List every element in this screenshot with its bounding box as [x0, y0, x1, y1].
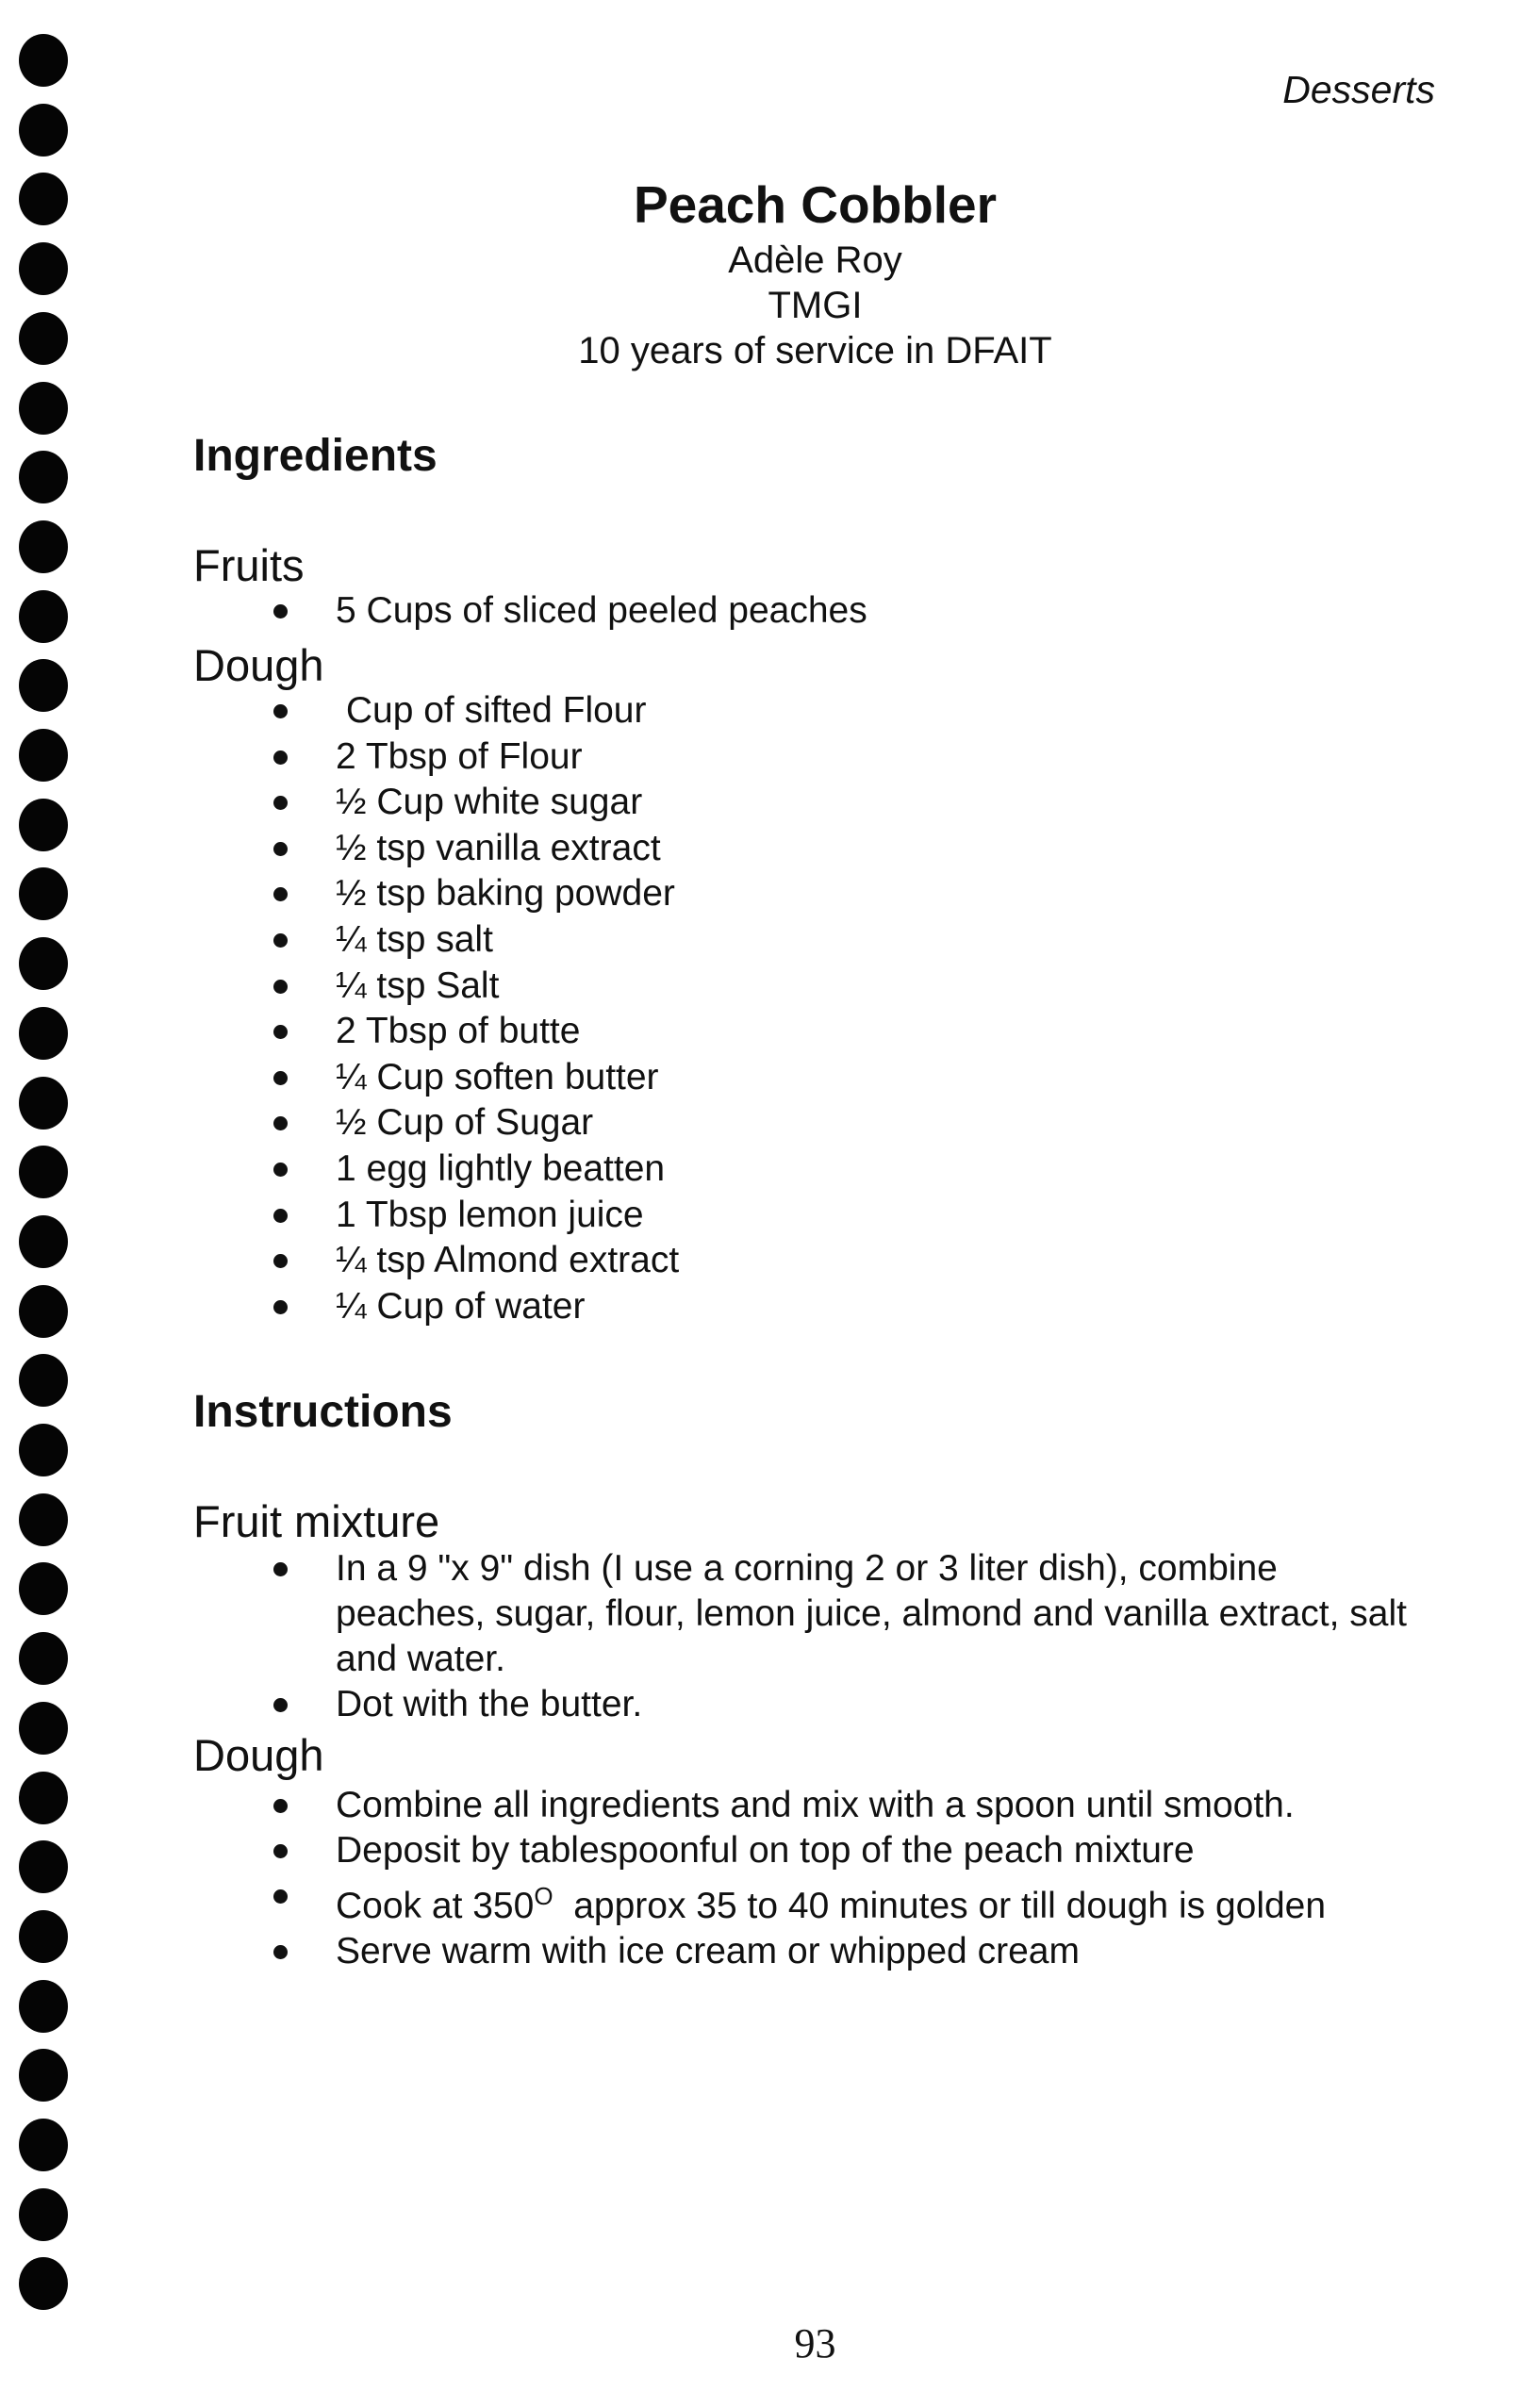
list-item [266, 1238, 679, 1284]
dough-steps [266, 1783, 1435, 1974]
list-item [266, 917, 679, 964]
list-item [266, 1193, 679, 1239]
binding-hole [19, 34, 68, 87]
bullet-icon [273, 750, 288, 765]
binding-hole [19, 1215, 68, 1268]
binding-hole [19, 1980, 68, 2033]
dough-list [266, 688, 679, 1329]
bullet-icon [273, 980, 288, 994]
binding-hole [19, 2049, 68, 2102]
bullet-icon [273, 1254, 288, 1268]
instruction-text: Serve warm with ice cream or whipped cream [336, 1931, 1080, 1971]
binding-hole [19, 1772, 68, 1824]
binding-hole [19, 1910, 68, 1963]
list-item [266, 688, 679, 734]
bullet-icon [273, 1116, 288, 1130]
ingredient-text: ¼ Cup of water [336, 1285, 586, 1327]
binding-hole [19, 2188, 68, 2241]
binding-hole [19, 1424, 68, 1476]
bullet-icon [273, 933, 288, 948]
binding-hole [19, 1562, 68, 1615]
ingredient-text: ¼ tsp Almond extract [336, 1240, 680, 1281]
dough-subheading: Dough [193, 640, 324, 690]
list-item [266, 1783, 1435, 1828]
binding-hole [19, 2119, 68, 2171]
binding-hole [19, 1840, 68, 1893]
list-item [266, 780, 679, 826]
ingredient-text: 2 Tbsp of Flour [336, 735, 583, 777]
instruction-text: Combine all ingredients and mix with a spoon until smooth. [336, 1785, 1295, 1825]
cook-step-prefix: Cook at 350 [336, 1886, 535, 1926]
binding-hole [19, 1007, 68, 1060]
list-item [266, 734, 679, 781]
instruction-text [336, 1882, 1327, 1926]
list-item [266, 964, 679, 1010]
bullet-icon [273, 1945, 288, 1959]
bullet-icon [273, 887, 288, 901]
bullet-icon [273, 1071, 288, 1085]
bullet-icon [273, 1799, 288, 1813]
instruction-text: In a 9 "x 9" dish (I use a corning 2 or 3 liter dish), combine peaches, sugar, flour, lemon juice, almond and vanilla extract, salt and water. [336, 1548, 1407, 1679]
bullet-icon [273, 796, 288, 810]
bullet-icon [273, 1300, 288, 1314]
list-item [266, 588, 867, 635]
degree-mark: O [534, 1882, 553, 1910]
binding-hole [19, 1702, 68, 1755]
bullet-icon [273, 1844, 288, 1858]
binding-hole [19, 1632, 68, 1685]
binding-hole [19, 1493, 68, 1546]
list-item [266, 826, 679, 872]
instructions-heading: Instructions [193, 1387, 453, 1437]
bullet-icon [273, 1209, 288, 1223]
section-label: Desserts [1282, 68, 1435, 111]
fruit-mixture-subheading: Fruit mixture [193, 1496, 440, 1546]
binding-hole [19, 659, 68, 712]
bullet-icon [273, 1562, 288, 1576]
instruction-text: Dot with the butter. [336, 1684, 643, 1724]
recipe-author: Adèle Roy [728, 239, 902, 281]
binding-hole [19, 1354, 68, 1407]
ingredient-text: ½ Cup white sugar [336, 782, 643, 823]
fruits-list [266, 588, 867, 635]
binding-hole [19, 799, 68, 851]
binding-hole [19, 729, 68, 782]
ingredient-text: 1 Tbsp lemon juice [336, 1194, 644, 1235]
spiral-binding-holes [19, 34, 72, 2391]
binding-hole [19, 1146, 68, 1198]
binding-hole [19, 937, 68, 990]
bullet-icon [273, 842, 288, 856]
recipe-header [0, 172, 1536, 373]
ingredients-heading: Ingredients [193, 431, 438, 481]
list-item [266, 1284, 679, 1330]
bullet-icon [273, 1889, 288, 1904]
bullet-icon [273, 604, 288, 618]
list-item [266, 1146, 679, 1193]
ingredient-text: ¼ tsp Salt [336, 965, 500, 1006]
list-item [266, 871, 679, 917]
binding-hole [19, 520, 68, 573]
ingredient-text: ½ tsp baking powder [336, 873, 675, 915]
fruit-mixture-steps [266, 1546, 1435, 1727]
dough-steps-subheading: Dough [193, 1730, 324, 1780]
recipe-title: Peach Cobbler [633, 175, 998, 234]
instruction-text: Deposit by tablespoonful on top of the peach mixture [336, 1830, 1195, 1871]
ingredient-text: Cup of sifted Flour [336, 690, 647, 731]
recipe-division: TMGI [768, 285, 863, 326]
list-item [266, 1828, 1435, 1873]
ingredient-text: ¼ Cup soften butter [336, 1056, 659, 1097]
ingredient-text: 2 Tbsp of butte [336, 1011, 581, 1052]
binding-hole [19, 1285, 68, 1338]
recipe-service: 10 years of service in DFAIT [578, 330, 1052, 371]
list-item [266, 1873, 1435, 1929]
ingredient-text: ¼ tsp salt [336, 918, 493, 960]
bullet-icon [273, 1163, 288, 1177]
list-item [266, 1100, 679, 1146]
ingredient-text: 1 egg lightly beatten [336, 1147, 666, 1189]
bullet-icon [273, 704, 288, 718]
binding-hole [19, 590, 68, 643]
list-item [266, 1682, 1435, 1727]
list-item [266, 1929, 1435, 1974]
binding-hole [19, 867, 68, 920]
list-item [266, 1009, 679, 1055]
binding-hole [19, 104, 68, 157]
fruits-subheading: Fruits [193, 540, 305, 590]
binding-hole [19, 1077, 68, 1130]
binding-hole [19, 2257, 68, 2310]
binding-hole [19, 451, 68, 503]
ingredient-text: ½ tsp vanilla extract [336, 827, 661, 868]
ingredient-text: ½ Cup of Sugar [336, 1102, 594, 1144]
list-item [266, 1055, 679, 1101]
list-item [266, 1546, 1435, 1682]
ingredient-text: 5 Cups of sliced peeled peaches [336, 590, 867, 631]
binding-hole [19, 382, 68, 435]
cook-step-suffix: approx 35 to 40 minutes or till dough is golden [553, 1886, 1327, 1926]
page-number: 93 [794, 2320, 836, 2367]
bullet-icon [273, 1698, 288, 1712]
bullet-icon [273, 1025, 288, 1039]
